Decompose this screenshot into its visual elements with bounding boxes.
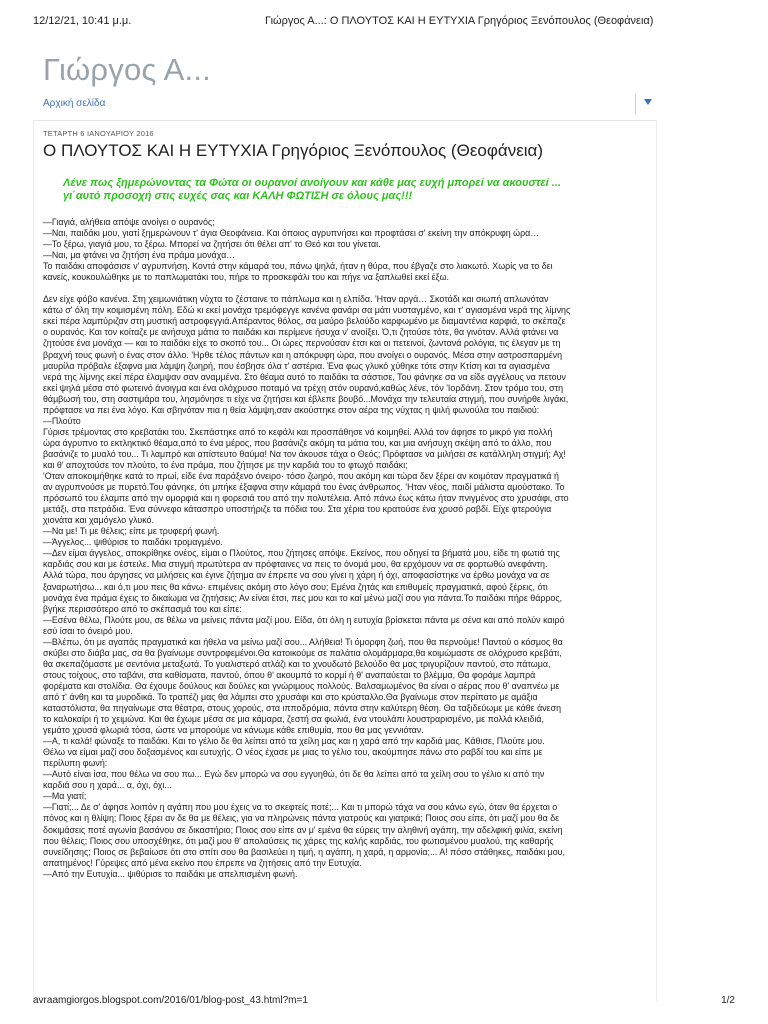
- post-body: [43, 217, 648, 880]
- text-line: —Γιατί;... Δε σ' άφησε λοιπόν η αγάπη που μου έχεις να το σκεφτείς ποτέ;... Και τι μπορώ τάχα να σου κάνω εγώ, όταν θα έρχεται ο: [43, 802, 558, 813]
- dropdown-arrow-icon[interactable]: [644, 99, 652, 105]
- text-line: δοκιμάσεις ποτέ αγωνία βασάνου σε δικαστήριο; Ποιος σου είπε αν μ' εμένα θα εύρεις την αληθινή αγάπη, την αδελφική φιλία, εκείνη: [43, 824, 563, 835]
- page-number: 1/2: [721, 995, 735, 1006]
- intro-line: Λένε πως ξημερώνοντας τα Φώτα οι ουρανοί ανοίγουν και κάθε μας ευχή μπορεί να ακουστεί ...: [63, 177, 561, 189]
- text-line: μετάξι, στα πετράδια. Ένα σύννεφο κάτασπρο υποστήριζε τα πόδια του. Στα χέρια του κρατούσε ένα χρυσό ραβδί. Είχε φτερούγια: [43, 504, 552, 515]
- text-line: από τ' άνθη και τα μυροδικά. Το τραπέζι μας θα λάμπει στο χρυσάφι και στο κρύσταλλο.Θα βγαίνωμε στον περίπατο με αμάξια: [43, 691, 538, 702]
- print-document-title: Γιώργος Α...: Ο ΠΛΟΥΤΟΣ ΚΑΙ Η ΕΥΤΥΧΙΑ Γρηγόριος Ξενόπουλος (Θεοφάνεια): [265, 15, 654, 27]
- print-datetime: 12/12/21, 10:41 μ.μ.: [33, 15, 132, 27]
- text-line: καταστόλιστα, θα πηγαίνωμε στα θέατρα, στους χορούς, στα ιπποδρόμια, πάντα στην καλύτερη θέση. Θα ταξιδεύωμε με κάθε άνεση: [43, 703, 562, 714]
- text-line: πόνος και η θλίψη; Ποιος ξέρει αν δε θα με θέλεις, για να πληρώνεις πάντα γιατρούς και γιατρικά; Ποιος σου είπε, ότι μαζί μου θα δε: [43, 813, 560, 824]
- text-line: μονάχα ένα πράμα έχεις το δικαίωμα να ζητήσεις; Αν είναι έτσι, πες μου και το καί μένω μαζί σου για πάντα.Το παιδάκι πήρε θάρρος,: [43, 592, 563, 603]
- text-line: —Πλούτο: [43, 415, 81, 426]
- text-line: —Αυτό είναι ίσα, που θέλω να σου πω... Εγώ δεν μπορώ να σου εγγυηθώ, ότι δε θα λείπει από τα χείλη σου το γέλιο κι από την: [43, 769, 545, 780]
- post-date: ΤΕΤΑΡΤΗ 6 ΙΑΝΟΥΑΡΙΟΥ 2016: [43, 129, 154, 138]
- text-line: συνείδησης; Ποιος σε βεβαίωσε ότι στο σπίτι σου θα βασιλεύει η τιμή, η αγάπη, η χαρά, η αρμονία;... Α! πόσο στάθηκες, παιδάκι μου,: [43, 846, 565, 857]
- text-line: —Α, τι καλά! φώναξε το παιδάκι. Και το γέλιο δε θα λείπει από τα χείλη μας και η χαρά από την καρδιά μας. Κάθισε, Πλούτε μου.: [43, 736, 545, 747]
- text-line: κανείς, κουκουλώθηκε με το παπλωματάκι του, πήρε το προσκεφάλι του και πήγε να ξαπλωθεί εκεί έξω.: [43, 272, 449, 283]
- text-line: —Από την Ευτυχία... ψιθύρισε το παιδάκι με απελπισμένη φωνή.: [43, 868, 298, 879]
- nav-divider: [635, 94, 636, 114]
- intro-line: γι΄αυτό προσοχή στις ευχές σας και ΚΑΛΗ ΦΩΤΙΣΗ σε όλους μας!!!: [63, 190, 413, 202]
- text-line: βραχνή τους φωνή ο ένας στον άλλο. 'Ηρθε τέλος πάντων και η απόκρυφη ώρα, που ανοίγει ο ουρανός. Μέσα στην αστροσπαρμένη: [43, 349, 563, 360]
- text-line: Θέλω να είμαι μαζί σου δοξασμένος και ευτυχής. Ο νέος έχασε με μιας το γέλιο του, ακούμπησε πάνω στο ραβδί του και είπε με: [43, 747, 543, 758]
- text-line: στους τοίχους, στο ταβάνι, στα καθίσματα, παντού, όπου θ' ακουμπά το κορμί ή θ' αναπαύεται το βλέμμα, Θα φοράμε λαμπρά: [43, 669, 536, 680]
- text-line: αν αγρυπνούσε με πυρετό.Του φάνηκε, ότι μπήκε έξαφνα στην κάμαρά του ένας άνθρωπος. 'Ηταν νέος, παιδί μάλιστα αμούστακο. Το: [43, 482, 565, 493]
- text-line: κάτω σ' όλη την κοιμισμένη πόλη. Εδώ κι εκεί μονάχα τρεμόφεγγε κανένα φανάρι σα μάτι νυσταγμένο, και τ' αγιασμένα νερά της λίμνης: [43, 305, 571, 316]
- text-line: πρόσωπό του έλαμπε από την ομορφιά και η φορεσιά του από την πολυτέλεια. Από πάνω έως κάτω ήταν πνιγμένος στο χρυσάφι, στο: [43, 493, 569, 504]
- text-line: καρδιάς σου και με έστειλε. Μια στιγμή πρωτύτερα αν πρόφταινες να πεις το όνομά μου, θα ερχόμουν να σε φορτωθώ ανεφάντη.: [43, 559, 548, 570]
- post-intro: [63, 177, 623, 203]
- post-title: Ο ΠΛΟΥΤΟΣ ΚΑΙ Η ΕΥΤΥΧΙΑ Γρηγόριος Ξενόπουλος (Θεοφάνεια): [43, 141, 544, 160]
- text-line: που θέλεις; Ποιος σου υποσχέθηκε, ότι μαζί μου θ' απολαύσεις τις χάρες της καλής καρδιάς, του φωτισμένου μυαλού, της καθαρής: [43, 835, 554, 846]
- text-line: 'Οταν αποκοιμήθηκε κατά το πρωί, είδε ένα παράξενο όνειρο· τόσο ζωηρό, που ακόμη και τώρα δεν ξέρει αν κοιμόταν πραγματικά ή: [43, 471, 559, 482]
- text-line: γεμάτο χρυσά φλωριά τόσα, ώστε να μπορούμε να κάνωμε κάθε επιθυμία, που θα μας γεννιόταν.: [43, 725, 424, 736]
- text-line: —Να με! Τι με θέλεις; είπε με τρυφερή φωνή.: [43, 526, 220, 537]
- print-footer: [33, 995, 735, 1006]
- text-line: Αλλά τώρα, που άργησες να μιλήσεις και έγινε ζήτημα αν έπρεπε να σου γίνει η χάρη ή όχι, αποφασίστηκε να έρθω μονάχα να σε: [43, 570, 550, 581]
- text-line: το καλοκαίρι ή το χειμώνα. Και θα έχωμε μέσα σε μια κάμαρα, ζεστή σα φωλιά, ένα ντουλάπι λουστραρισμένο, με πολλά κλειδιά,: [43, 714, 544, 725]
- home-link[interactable]: Αρχική σελίδα: [43, 98, 106, 109]
- blog-title[interactable]: Γιώργος Α...: [43, 52, 211, 87]
- text-line: Το παιδάκι αποφάσισε ν' αγρυπνήση. Κοντά στην κάμαρά του, πάνω ψηλά, ήταν η θύρα, που έβγαζε στο λιακωτό. Χωρίς να το δει: [43, 261, 553, 272]
- text-line: —Μα γιατί;: [43, 791, 87, 802]
- text-line: περίλυπη φωνή:: [43, 758, 108, 769]
- footer-url: avraamgiorgos.blogspot.com/2016/01/blog-post_43.html?m=1: [33, 995, 308, 1006]
- text-line: νερά της λίμνης εκεί πέρα έλαμψαν σαν αναμμένα. Στο θέαμα αυτό το παιδάκι τα σάστισε, Του φάνηκε σα να είδε αγγέλους να πετουν: [43, 371, 566, 382]
- text-line: —Το ξέρω, γιαγιά μου, το ξέρω. Μπορεί να ζητήσει ότι θέλει απ' το Θεό και του γίνεται.: [43, 239, 381, 250]
- text-line: —Ναι, παιδάκι μου, γιατί ξημερώνουν τ' άγια Θεοφάνεια. Και όποιος αγρυπνήσει και προφτάσει σ' εκείνη την απόκρυφη ώρα…: [43, 228, 540, 239]
- text-line: —Άγγελος... ψιθύρισε το παιδάκι τρομαγμένο.: [43, 537, 223, 548]
- text-line: φορέματα και στολίδια. Θα έχουμε δούλους και δούλες και γνώριμους πολλούς. Βαλσαμωμένος θα είναι ο αέρας που θ' αναπνέω με: [43, 680, 560, 691]
- text-line: θάμβωσή του, στη σαστιμάρα του, λησμόνησε τι είχε να ζητήσει και έβλεπε βουβό...Μονάχα την τελευταία στιγμή, που συνήρθε λιγάκι,: [43, 393, 569, 404]
- text-line: χιονάτα και χαμόγελο γλυκό.: [43, 515, 154, 526]
- text-line: καρδιά σου η χαρά... α, όχι, όχι...: [43, 780, 172, 791]
- text-line: και θ' αποχτούσε τον πλούτο, το ένα πράμα, που ζήτησε με την καρδιά του το φτωχό παιδάκι;: [43, 459, 408, 470]
- text-line: ώρα άγρυπνο το εκτληκτικό θέαμα,από το ένα μέρος, που βασάνιζε ακόμη τα μάτια του, και μια ανήσυχη σκέψη από το άλλο, που: [43, 437, 552, 448]
- text-line: —Εσένα θέλω, Πλούτε μου, σε θέλω να μείνεις πάντα μαζί μου. Είδα, ότι όλη η ευτυχία βρίσκεται πάντα με σένα και από πολύν καιρό: [43, 614, 565, 625]
- text-line: μαυρίλα πρόβαλε έξαφνα μια λάμψη ζωηρή, που έσβησε όλα τ' αστέρια. Ένα φως γλυκό χύθηκε τότε στην Κτίση και τα αγιασμένα: [43, 360, 550, 371]
- text-line: ζητούσε ένα μονάχα — και το παιδάκι είχε το σκοπό του... Οι ώρες περνούσαν έτσι και οι πετεινοί, ζωντανά ρολόγια, τις έλεγαν με τη: [43, 338, 561, 349]
- text-line: απατημένος! Γύρεψες από μένα εκείνο που έπρεπε να ζητήσεις από την Ευτυχία.: [43, 857, 362, 868]
- text-line: εκεί πέρα λαμπύριζαν στη μυστική αστροφεγγιά.Απέραντος θόλος, σα μαύρο βελούδο καρφωμένο με διαμαντένια καρφιά, το σκέπαζε: [43, 316, 566, 327]
- paragraph-3: [43, 427, 648, 880]
- paragraph-1: [43, 217, 648, 283]
- text-line: εκεί ψηλά μέσα στό φωτεινό άνοιγμα και ένα ολόχρυσο ποταμό να τρέχη στόν ουρανό,καθώς λένε, τόν 'Ιορδάνη. Στον τρόμο του, στη: [43, 382, 564, 393]
- text-line: ο ουρανός. Και τον κοίταζε με ανήσυχα μάτια το παιδάκι και περίμενε ήσυχα ν' ανοίξει. Ό,τι ζητούσε τότε, θα γινόταν. Αλλά φτάνει να: [43, 327, 559, 338]
- text-line: Δεν είχε φόβο κανένα. Στη χειμωνιάτικη νύχτα το ζέσταινε το πάπλωμα και η ελπίδα. 'Ηταν αργά… Σκοτάδι και σιωπή απλωνόταν: [43, 294, 549, 305]
- text-line: βασάνιζε το μυαλό του... Τι λαμπρό και απίστευτο θαύμα! Να τον άκουσε τάχα ο Θεός; Πρόφτασε να μιλήσει σε κατάλληλη στιγμή; Αχ!: [43, 448, 566, 459]
- paragraph-gap: [43, 283, 648, 294]
- text-line: εσύ ίσαι το όνειρό μου.: [43, 625, 133, 636]
- text-line: —Δεν είμαι άγγελος, αποκρίθηκε ονέος, είμαι ο Πλούτος, που ζήτησες απόψε. Εκείνος, που οδηγεί τα βήματά μου, είδε τη φωτιά της: [43, 548, 560, 559]
- paragraph-2: [43, 294, 648, 427]
- text-line: ξαναρωτήσω... και ό,τι μου πεις θα κάνω· επιμένεις ακόμη στο λόγο σου; Εμένα ζητάς και επιθυμείς πραγματικά, αφού ξέρεις, ότι: [43, 581, 548, 592]
- text-line: —Ναι, μα φτάνει να ζητήση ένα πράμα μονάχα…: [43, 250, 236, 261]
- text-line: Γύρισε τρέμοντας στο κρεβατάκι του. Σκεπάστηκε από το κεφάλι και προσπάθησε νά κοιμηθεί. Αλλά τον άφησε το μικρό για πολλή: [43, 426, 553, 437]
- mobile-nav: [43, 94, 655, 116]
- text-line: θα σκεπαζόμαστε με σεντόνια μεταξωτά. Το γυαλιστερό ατλάζι και το χνουδωτό βελούδο θα μας τριγυρίζουν παντού, στο πάτωμα,: [43, 658, 551, 669]
- print-header: [33, 15, 735, 29]
- text-line: —Γιαγιά, αλήθεια απόψε ανοίγει ο ουρανός;: [43, 217, 215, 227]
- text-line: σκύβει στο διάβα μας, σα θα βγαίνωμε συντροφεμένοι.Θα κατοικούμε σε παλάτια ολομάρμαρα,θα κοιμώμαστε σε ολόχρυσο κρεβάτι,: [43, 647, 562, 658]
- text-line: βγήκε περισσότερο από το σκέπασμά του και είπε:: [43, 603, 242, 614]
- text-line: —Βλέπω, ότι με αγαπάς πραγματικά και ήθελα να μείνω μαζί σου... Αλήθεια! Τι όμορφη ζωή, που θα περνούμε! Παντού ο κόσμος θα: [43, 636, 563, 647]
- text-line: πρόφτασε να πει ένα λόγο. Και σβηνόταν πια η θεία λάμψη,σαν ακούστηκε στον αέρα της νύχτας η ψιλή φωνούλα του παιδιού:: [43, 404, 540, 415]
